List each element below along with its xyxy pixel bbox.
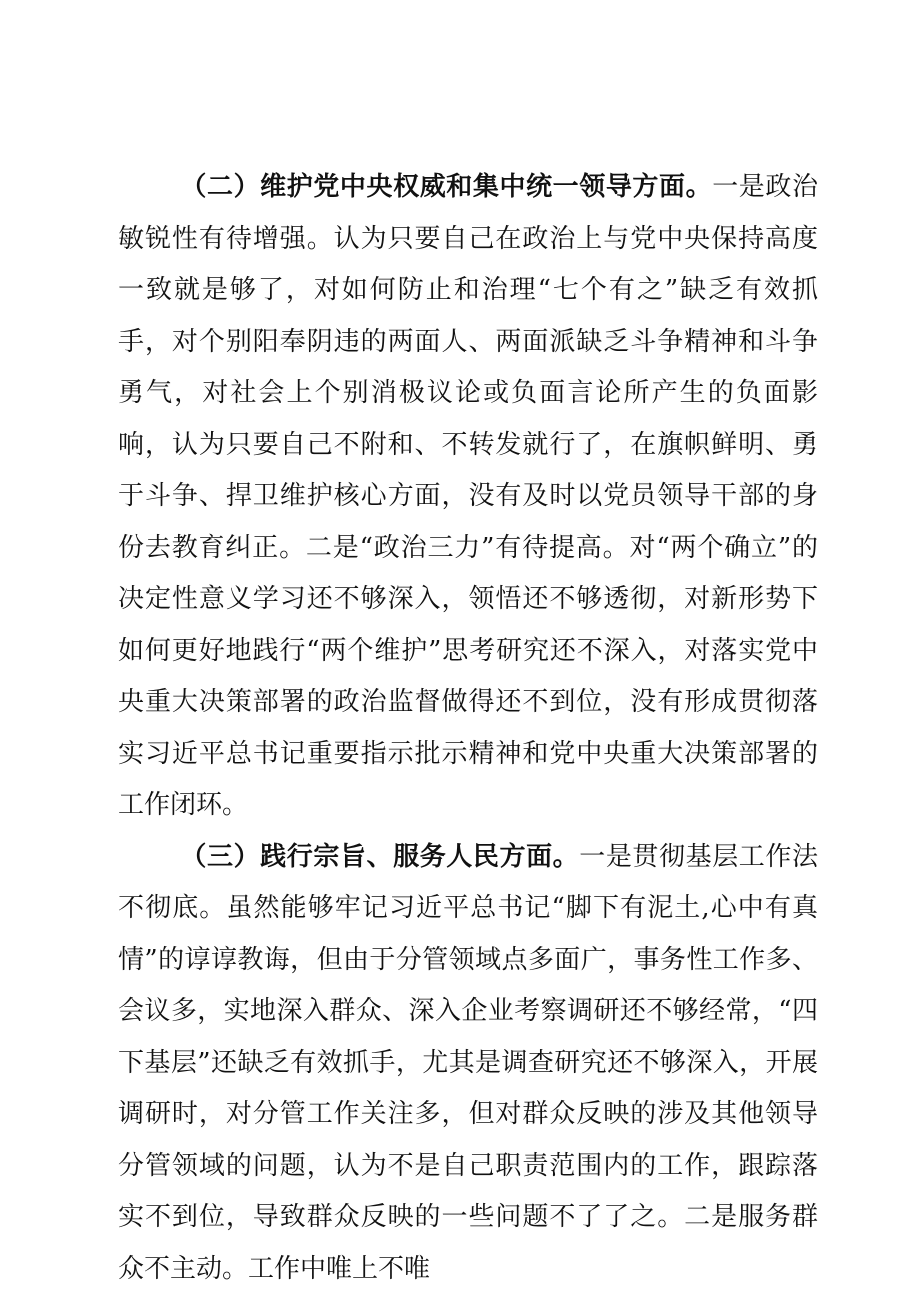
paragraph-3 [118, 832, 818, 1296]
paragraph-3-text: 一是贯彻基层工作法不彻底。虽然能够牢记习近平总书记“脚下有泥土,心中有真情”的谆谆教诲，但由于分管领域点多面广，事务性工作多、会议多，实地深入群众、深入企业考察调研还不够经常，“四下基层”还缺乏有效抓手，尤其是调查研究还不够深入，开展调研时，对分管工作关注多，但对群众反映的涉及其他领导分管领域的问题，认为不是自己职责范围内的工作，跟踪落实不到位，导致群众反映的一些问题不了了之。二是服务群众不主动。工作中唯上不唯 [118, 841, 818, 1284]
paragraph-2-text: 一是政治敏锐性有待增强。认为只要自己在政治上与党中央保持高度一致就是够了，对如何防止和治理“七个有之”缺乏有效抓手，对个别阳奉阴违的两面人、两面派缺乏斗争精神和斗争勇气，对社会上个别消极议论或负面言论所产生的负面影响，认为只要自己不附和、不转发就行了，在旗帜鲜明、勇于斗争、捍卫维护核心方面，没有及时以党员领导干部的身份去教育纠正。二是“政治三力”有待提高。对“两个确立”的决定性意义学习还不够深入，领悟还不够透彻，对新形势下如何更好地践行“两个维护”思考研究还不深入，对落实党中央重大决策部署的政治监督做得还不到位，没有形成贯彻落实习近平总书记重要指示批示精神和党中央重大决策部署的工作闭环。 [118, 172, 818, 820]
document-body [118, 162, 818, 1295]
section-heading-3: （三）践行宗旨、服务人民方面。 [180, 841, 580, 872]
paragraph-2 [118, 162, 818, 832]
section-heading-2: （二）维护党中央权威和集中统一领导方面。 [180, 172, 713, 202]
